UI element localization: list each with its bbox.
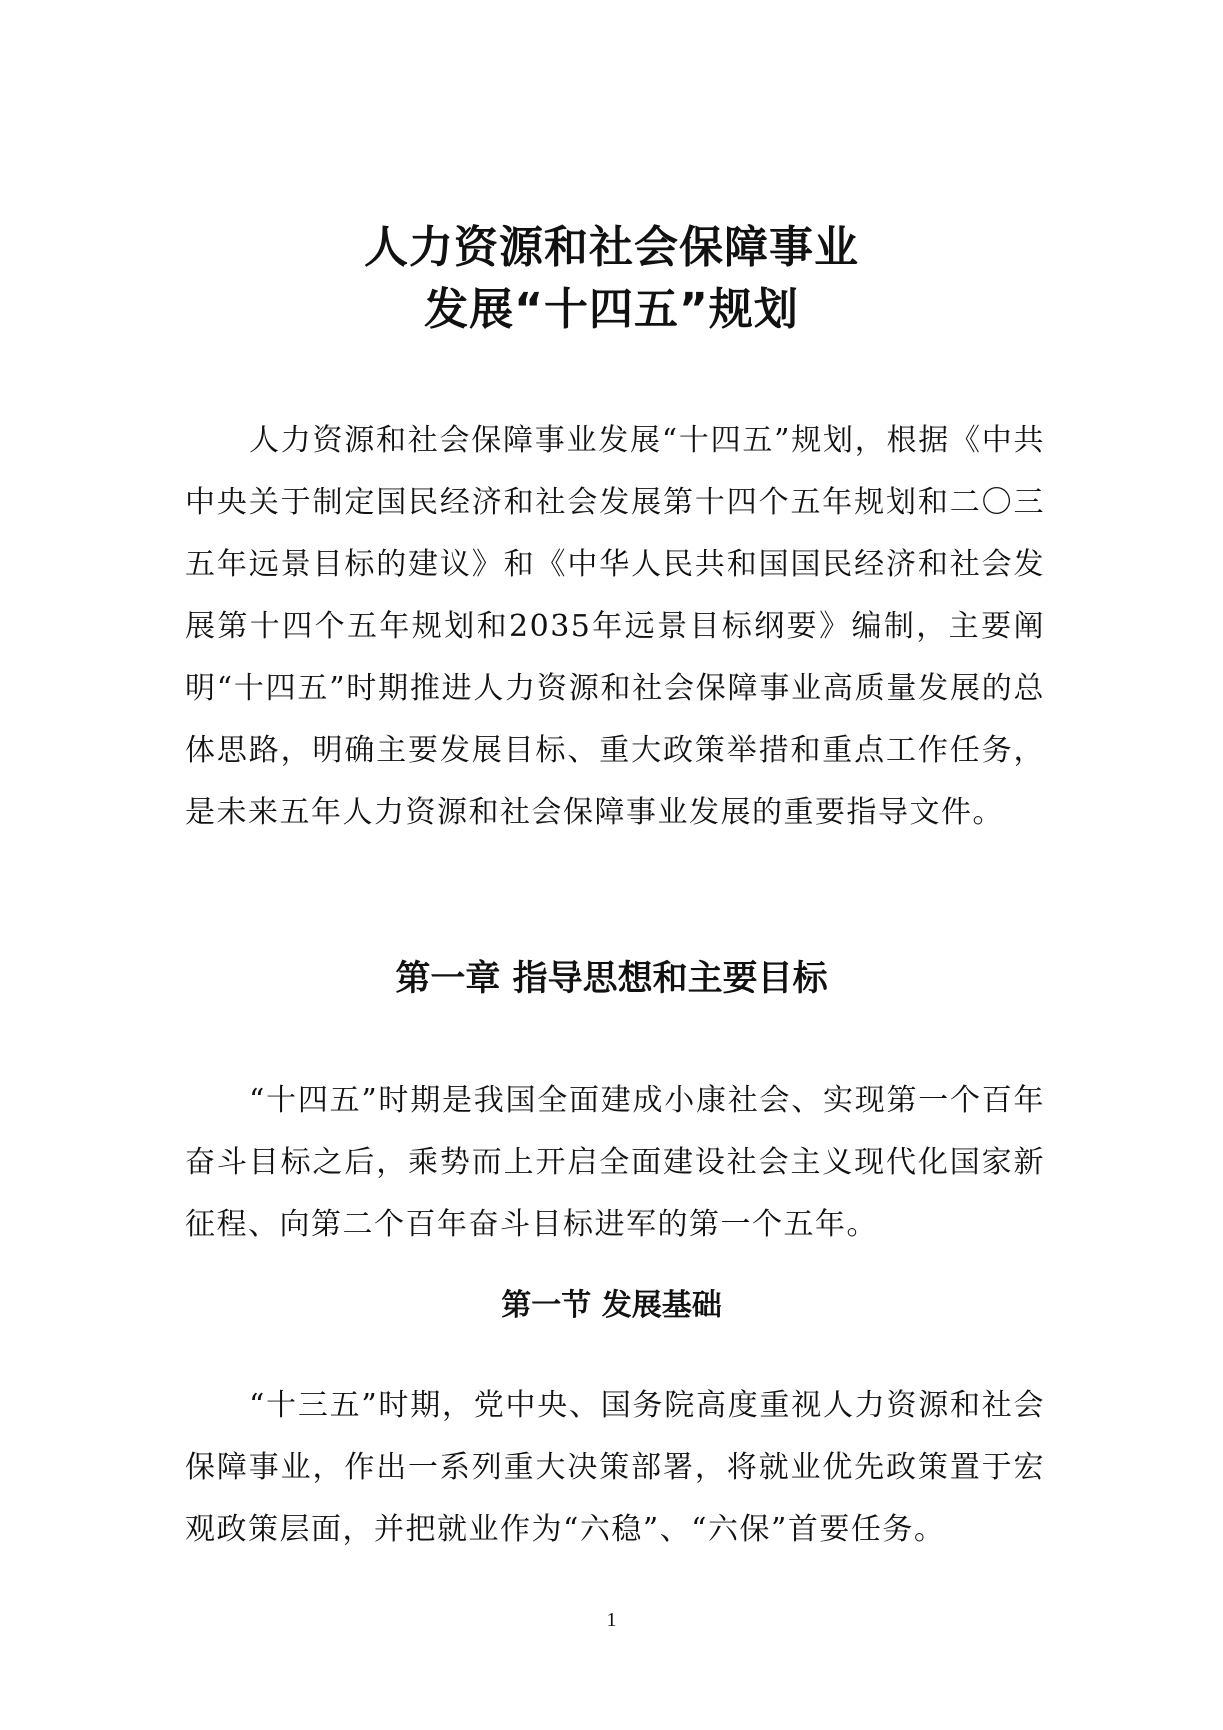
section-paragraph: “十三五”时期，党中央、国务院高度重视人力资源和社会保障事业，作出一系列重大决策部署，将就业优先政策置于宏观政策层面，并把就业作为“六稳”、“六保”首要任务。 [185,1388,1045,1547]
document-title-line-1: 人力资源和社会保障事业 [364,222,859,273]
document-title-line-2: 发展“十四五”规划 [424,284,799,335]
intro-paragraph: 人力资源和社会保障事业发展“十四五”规划，根据《中共中央关于制定国民经济和社会发展第十四个五年规划和二〇三五年远景目标的建议》和《中华人民共和国国民经济和社会发展第十四个五年规划和2035年远景目标纲要》编制，主要阐明“十四五”时期推进人力资源和社会保障事业高质量发展的总体思路，明确主要发展目标、重大政策举措和重点工作任务，是未来五年人力资源和社会保障事业发展的重要指导文件。 [185,423,1045,830]
chapter-heading: 第一章 指导思想和主要目标 [395,959,828,999]
page-number: 1 [606,1609,617,1631]
section-heading: 第一节 发展基础 [501,1288,722,1323]
chapter-paragraph: “十四五”时期是我国全面建成小康社会、实现第一个百年奋斗目标之后，乘势而上开启全面建设社会主义现代化国家新征程、向第二个百年奋斗目标进军的第一个五年。 [185,1083,1045,1242]
